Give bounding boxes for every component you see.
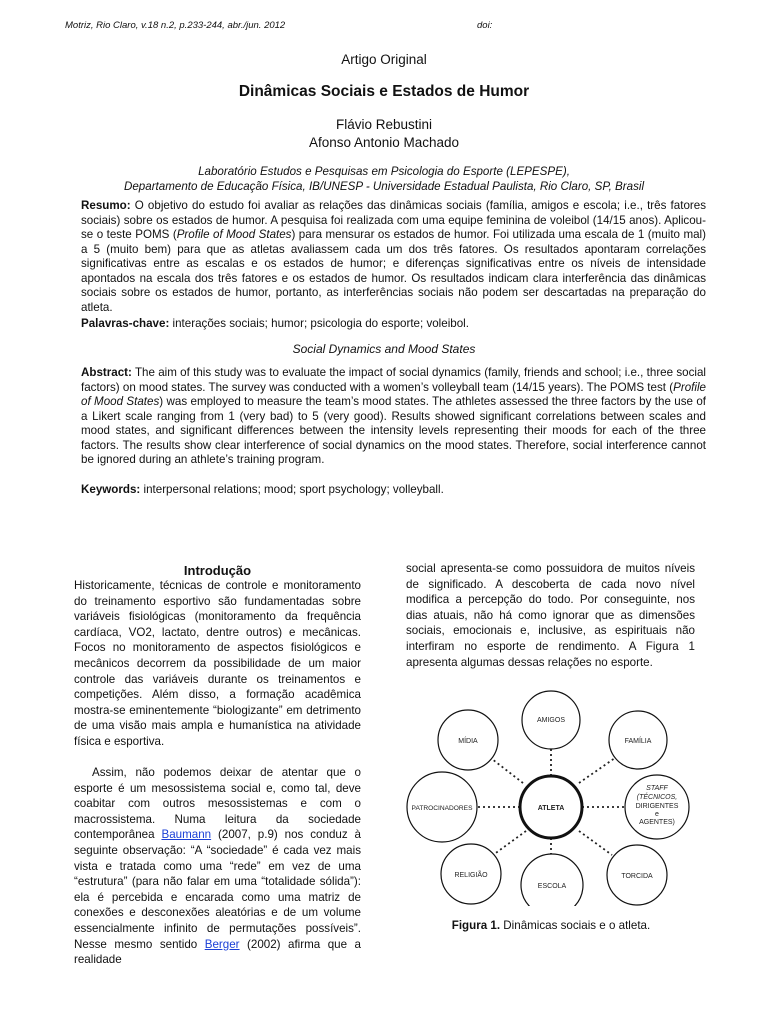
intro-paragraph-2 <box>74 765 361 968</box>
doi-label: doi: <box>477 20 493 31</box>
abstract-text-1: The aim of this study was to evaluate the impact of social dynamics (family, friends and school; i.e., three social factors) on mood states. The survey was conducted with a women’s volleyball team (14/15 years). The POMS test ( <box>81 366 706 394</box>
palavras-chave <box>81 317 706 332</box>
palavras-chave-text: interações sociais; humor; psicologia do esporte; voleibol. <box>169 317 469 330</box>
label-amigos: AMIGOS <box>536 717 566 724</box>
label-familia: FAMÍLIA <box>624 738 652 745</box>
intro-p2-text-c: (2002) afirma que a realidade <box>74 937 361 967</box>
paper-title: Dinâmicas Sociais e Estados de Humor <box>238 83 530 100</box>
affiliation-line-1: Laboratório Estudos e Pesquisas em Psicologia do Esporte (LEPESPE), <box>198 165 570 178</box>
abstract-text-2: ) was employed to measure the team’s mood states. The athletes assessed the three factors by the use of a Likert scale ranging from 1 (very bad) to 5 (very good). Results showed significant correlations between scales and mood states, and significant differences between the intensity levels representing their moods for each of the three factors. The results show clear interference of social dynamics on the mood states. Therefore, social interference cannot be ignored during an athlete’s training program. <box>81 395 707 466</box>
resumo-text-1: O objetivo do estudo foi avaliar as relações das dinâmicas sociais (família, amigos e escola; i.e., três fatores sociais) sobre os estados de humor. A pesquisa foi realizada com uma equipe feminina de voleibol (14/15 anos). Aplicou-se o teste POMS ( <box>81 199 706 241</box>
abstract-label: Abstract: <box>81 366 132 379</box>
label-midia: MÍDIA <box>458 738 478 745</box>
connector-midia <box>492 759 523 783</box>
label-staff-2: (TÉCNICOS, <box>636 794 678 801</box>
citation-berger-link[interactable]: Berger <box>204 937 240 951</box>
connector-torcida <box>579 831 612 855</box>
keywords-label: Keywords: <box>81 483 141 496</box>
section-type: Artigo Original <box>341 52 427 67</box>
intro-right-paragraph: social apresenta-se como possuidora de muitos níveis de significado. A descoberta de cada novo nível modifica a percepção do todo. Por conseguinte, nos dias atuais, não há como ignorar que as dimensões sociais, emocionais e, inclusive, as espirituais não interfiram no esporte de rendimento. A Figura 1 apresenta algumas dessas relações no esporte. <box>406 562 695 669</box>
label-patrocinadores: PATROCINADORES <box>411 805 473 812</box>
label-escola: ESCOLA <box>537 883 567 890</box>
intro-paragraph-1: Historicamente, técnicas de controle e monitoramento do treinamento esportivo são fundamentadas sobre variáveis fisiológicas (monitoramento da frequência cardíaca, VO2, lactato, dentre outros) e mecânicas. Focos no monitoramento de aspectos fisiológicos e mecânicos decorrem da possibilidade de um maior controle das variáveis durante os treinamentos e competições. Além disso, a formação acadêmica mostra-se eminentemente “biologizante” em detrimento de uma visão mais ampla e humanística na atividade física e esportiva. <box>74 579 361 748</box>
journal-reference: Motriz, Rio Claro, v.18 n.2, p.233-244, abr./jun. 2012 <box>65 20 286 31</box>
intro-p2-text-a: Assim, não podemos deixar de atentar que o esporte é um mesossistema social e, como tal, deve coabitar com outros mesossistemas e com o macrossistema. Numa leitura da sociedade contemporânea <box>74 766 361 842</box>
label-atleta: ATLETA <box>537 805 565 812</box>
intro-p2-text-b: (2007, p.9) nos conduz à seguinte observação: “A “sociedade” é cada vez mais vista e tratada como uma “rede” em vez de uma “estrutura” (para não falar em uma “totalidade sólida”): ela é percebida e encarada como uma matriz de conexões e desconexões aleatórias e de um volume essencialmente infinito de permutações possíveis”. Nesse mesmo sentido <box>74 828 361 951</box>
keywords <box>81 483 706 498</box>
author-2: Afonso Antonio Machado <box>308 135 460 150</box>
resumo-label: Resumo: <box>81 199 131 212</box>
author-1: Flávio Rebustini <box>335 117 433 132</box>
node-escola <box>521 854 583 906</box>
resumo-text-2: ) para mensurar os estados de humor. Foi utilizada uma escala de 1 (muito mal) a 5 (muito bem) para que as atletas avaliassem cada um dos três fatores. Os resultados apontaram correlações significativas entre as escalas e os estados de humor; e diferenças significativas entre os níveis de intensidade apontados na escala dos três fatores e os estados de humor. Os resultados indicam clara interferência das dinâmicas sociais sobre os estados de humor, portanto, as interferências sociais não podem ser descartadas na preparação do atleta. <box>81 228 706 314</box>
citation-baumann-link[interactable]: Baumann <box>161 828 212 842</box>
label-staff-5: AGENTES) <box>639 819 675 826</box>
resumo-paragraph <box>81 199 706 315</box>
affiliation-line-2: Departamento de Educação Física, IB/UNESP - Universidade Estadual Paulista, Rio Claro, SP, Brasil <box>123 180 645 193</box>
label-torcida: TORCIDA <box>621 873 653 880</box>
label-religiao: RELIGIÃO <box>454 872 488 879</box>
keywords-text: interpersonal relations; mood; sport psychology; volleyball. <box>140 483 444 496</box>
abstract-paragraph <box>81 366 706 468</box>
figure-caption-label: Figura 1. <box>451 919 501 932</box>
resumo-text-italic: Profile of Mood States <box>176 228 292 241</box>
palavras-chave-label: Palavras-chave: <box>81 317 170 330</box>
abstract-text-italic: Profile of Mood States <box>81 380 706 408</box>
figure-caption-text: Dinâmicas sociais e o atleta. <box>500 919 651 932</box>
english-title: Social Dynamics and Mood States <box>292 342 476 356</box>
label-staff-3: DIRIGENTES <box>635 803 679 810</box>
intro-heading: Introdução <box>183 563 252 578</box>
connector-familia <box>579 758 615 783</box>
figure-caption <box>398 919 704 932</box>
connector-religiao <box>493 831 526 855</box>
social-dynamics-figure <box>398 686 700 906</box>
label-staff-4: e <box>655 811 659 818</box>
label-staff-1: STAFF <box>646 785 668 792</box>
